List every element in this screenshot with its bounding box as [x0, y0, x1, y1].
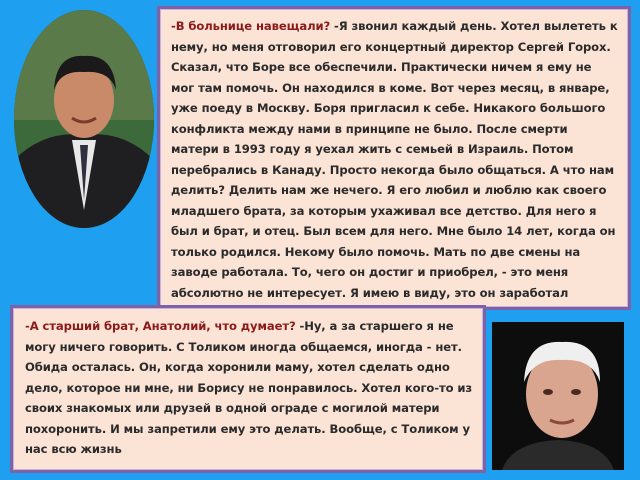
interview-paragraph-bottom [13, 308, 483, 460]
portrait-photo-older-man-image [492, 322, 624, 470]
interview-text-panel-top [157, 6, 631, 310]
answer-text-older-brother: -Ну, а за старшего я не могу ничего говорить. С Толиком иногда общаемся, иногда - нет. Обида осталась. Он, когда хоронили маму, хотел сделать одно дело, которое ни мне, ни Борису не понравилось. Хотел кого-то из своих знакомых или друзей в одной ограде с могилой матери похоронить. И мы запретили ему это делать. Вообще, с Толиком у нас всю жизнь [25, 319, 473, 456]
portrait-photo-older-man [492, 322, 624, 470]
portrait-photo-man-in-suit-image [14, 10, 154, 228]
question-text-hospital: -В больнице навещали? [171, 19, 331, 33]
question-text-older-brother: -А старший брат, Анатолий, что думает? [25, 319, 296, 333]
interview-text-panel-bottom [10, 305, 486, 473]
answer-text-hospital: -Я звонил каждый день. Хотел вылететь к нему, но меня отговорил его концертный директор Сергей Горох. Сказал, что Боре все обеспечили. Практически ничем я ему не мог там помочь. Он находился в коме. Вот через месяц, в январе, уже поеду в Москву. Боря пригласил к себе. Никакого большого конфликта между нами в принципе не было. После смерти матери в 1993 году я уехал жить с семьей в Израиль. Потом перебрались в Канаду. Просто некогда было общаться. А что нам делить? Делить нам же нечего. Я его любил и люблю как своего младшего брата, за которым ухаживал все детство. Для него я был и брат, и отец. Был всем для него. Мне было 14 лет, когда он только родился. Некому было помочь. Мать по две смены на заводе работала. То, чего он достиг и приобрел, - это меня абсолютно не интересует. Я имею в виду, это он заработал [171, 19, 618, 300]
interview-paragraph-top [160, 9, 628, 324]
portrait-photo-man-in-suit [14, 10, 154, 228]
